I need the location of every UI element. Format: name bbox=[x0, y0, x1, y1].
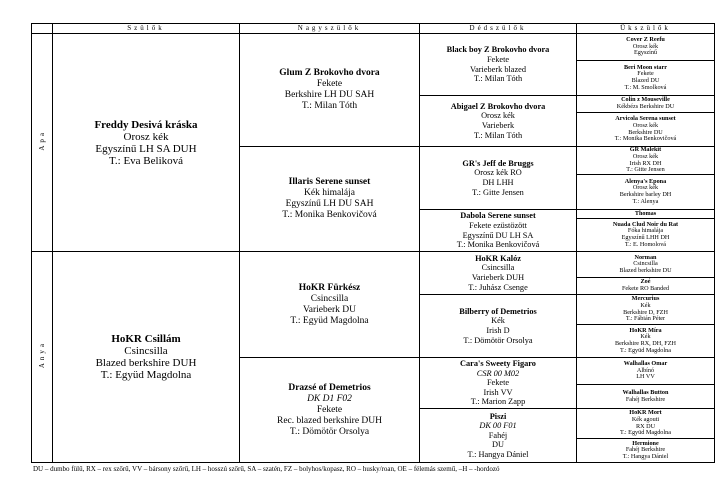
dog-detail-line: T.: Együd Magdolna bbox=[290, 315, 369, 326]
dog-name: GR Malekit bbox=[629, 146, 662, 154]
gg-cell-9 bbox=[577, 252, 715, 278]
dog-name: HoKR Mort bbox=[629, 409, 662, 417]
dog-detail-line: T.: Együd Magdolna bbox=[100, 369, 192, 381]
dog-detail-line: Blazed DU bbox=[631, 77, 660, 84]
dog-detail-line: Fahéj bbox=[488, 430, 508, 440]
dog-detail-line: Varieberk DUH bbox=[471, 273, 525, 282]
dog-detail-line: T.: Milan Tóth bbox=[301, 101, 358, 111]
dog-name: GR's Jeff de Bruggs bbox=[462, 158, 534, 168]
dog-detail-line: T.: Marion Zapp bbox=[470, 397, 526, 407]
dog-detail-line: T.: Milan Tóth bbox=[473, 74, 523, 84]
sire-dam-sire-cell bbox=[420, 147, 577, 210]
dog-detail-line: Orosz kék bbox=[632, 152, 659, 160]
dog-detail-line: Fekete bbox=[486, 54, 510, 64]
dog-name: Beri Moon starr bbox=[624, 63, 667, 71]
dam-dam-sire-cell bbox=[420, 358, 577, 409]
dog-name: Black boy Z Brokovho dvora bbox=[446, 45, 550, 55]
gg-cell-12 bbox=[577, 325, 715, 358]
side-father bbox=[32, 34, 53, 252]
gg-cell-5 bbox=[577, 147, 715, 175]
dog-detail-line: Orosz kék bbox=[632, 42, 659, 50]
dog-name: Drazsé of Demetrios bbox=[288, 382, 371, 393]
dog-detail-line: Egyszínű DU LH SA bbox=[462, 230, 534, 240]
gg-cell-1 bbox=[577, 34, 715, 61]
dog-detail-line: Egyszínű LHH DH bbox=[621, 234, 670, 241]
dog-detail-line: Irish D bbox=[486, 326, 510, 335]
dog-name: Norman bbox=[634, 253, 657, 261]
dog-name: Walhallas Omar bbox=[623, 360, 668, 368]
dog-detail-line: Fekete RO Banded bbox=[621, 285, 670, 292]
dog-detail-line: Fahéj Berkshire bbox=[625, 446, 666, 454]
dog-detail-line: Kék bbox=[640, 301, 651, 309]
dog-detail-line: Varieberk bbox=[481, 121, 515, 130]
side-mother bbox=[32, 252, 53, 463]
dog-detail-line: T.: Gitte Jensen bbox=[472, 187, 524, 197]
dam-sire-sire-cell bbox=[420, 252, 577, 295]
dog-detail-line: Orosz kék bbox=[632, 121, 659, 129]
dog-detail-line: Kék himalája bbox=[304, 188, 355, 198]
header-great-great-grandparents: Ükszülők bbox=[577, 24, 715, 34]
dog-detail-line: Csincsilla bbox=[124, 345, 168, 357]
header-row bbox=[32, 24, 715, 34]
dam-sire-cell bbox=[240, 252, 420, 358]
dog-detail-line: Berkshire RX, DH, FZH bbox=[614, 340, 676, 347]
gg-cell-2 bbox=[577, 61, 715, 96]
header-parents: Szülők bbox=[53, 24, 240, 34]
dog-name: Cara's Sweety Figaro bbox=[460, 359, 536, 369]
dam-dam-cell bbox=[240, 358, 420, 463]
dog-detail-line: T.: Monika Benkovičová bbox=[614, 135, 677, 143]
dog-detail-line: T.: Alenya bbox=[632, 197, 659, 205]
dog-name: HoKR Kalóz bbox=[475, 253, 521, 263]
dog-detail-line: Blazed berkshire DUH bbox=[95, 357, 197, 369]
header-grandparents: Nagyszülők bbox=[240, 24, 420, 34]
dog-name: Freddy Desivá kráska bbox=[94, 118, 198, 131]
dog-name: HoKR Csillám bbox=[111, 333, 181, 345]
pedigree-table bbox=[31, 23, 715, 463]
dog-name: Colin z Mouseville bbox=[621, 96, 670, 104]
dog-detail-line: Orosz kék bbox=[632, 184, 659, 192]
dog-detail-line: Fekete bbox=[316, 79, 343, 89]
side-mother-label: Anya bbox=[38, 340, 46, 369]
dog-detail-line: T.: Juhász Csenge bbox=[468, 282, 528, 292]
dog-detail-line: Fekete ezüstözött bbox=[469, 220, 527, 230]
dog-detail-line: T.: Milan Tóth bbox=[473, 130, 523, 140]
gg-cell-14 bbox=[577, 385, 715, 409]
gg-cell-7 bbox=[577, 210, 715, 219]
dog-detail-line: Varieberk blazed bbox=[470, 64, 526, 74]
dog-detail-line: RX DU bbox=[635, 422, 656, 430]
dog-detail-line: T.: Dömötör Orsolya bbox=[289, 426, 370, 437]
dog-detail-line: Kék bbox=[491, 316, 505, 326]
dog-name: Alenya's Epona bbox=[624, 177, 667, 185]
gg-cell-3 bbox=[577, 96, 715, 113]
dog-name: Thomas bbox=[634, 209, 657, 217]
dog-registry-code: DK D1 F02 bbox=[307, 393, 352, 404]
dog-detail-line: T.: Dömötör Orsolya bbox=[463, 335, 533, 345]
dog-detail-line: T.: Monika Benkovičová bbox=[282, 210, 377, 220]
sire-cell bbox=[53, 34, 240, 252]
dog-name: Hermione bbox=[632, 439, 659, 447]
dog-name: Mercurius bbox=[631, 295, 660, 303]
dog-name: HoKR Fürkész bbox=[298, 282, 361, 293]
dog-detail-line: Egyszínű bbox=[633, 49, 658, 57]
dog-name: Abigael Z Brokovho dvora bbox=[450, 101, 546, 111]
sire-sire-sire-cell bbox=[420, 34, 577, 96]
gg-cell-6 bbox=[577, 175, 715, 210]
dog-detail-line: T.: Eva Beliková bbox=[108, 154, 184, 167]
dog-registry-code: DK 00 F01 bbox=[479, 421, 517, 431]
dog-detail-line: Csincsilla bbox=[481, 263, 515, 273]
dog-detail-line: Kék bbox=[640, 333, 651, 341]
dog-detail-line: Egyszínű LH SA DUH bbox=[95, 142, 197, 155]
dog-detail-line: Fekete bbox=[486, 378, 510, 388]
dog-detail-line: DH LHH bbox=[482, 178, 514, 187]
dog-detail-line: Orosz kék RO bbox=[474, 168, 522, 178]
dog-name: Nuada Clud Noir du Rat bbox=[612, 220, 679, 228]
dog-detail-line: T.: Monika Benkovičová bbox=[456, 240, 540, 250]
dog-detail-line: DU bbox=[492, 440, 504, 450]
dog-detail-line: T.: M. Smolková bbox=[624, 83, 667, 91]
gg-cell-4 bbox=[577, 113, 715, 147]
dog-detail-line: Blazed berkshire DU bbox=[619, 266, 672, 274]
dog-name: HoKR Míra bbox=[629, 326, 662, 334]
dog-name: Bilberry of Demetrios bbox=[459, 306, 537, 316]
gg-cell-16 bbox=[577, 439, 715, 463]
dog-detail-line: T.: E. Homolová bbox=[624, 240, 667, 248]
gg-cell-10 bbox=[577, 278, 715, 295]
dam-sire-dam-cell bbox=[420, 295, 577, 358]
dog-detail-line: Fekete bbox=[637, 70, 654, 78]
dog-detail-line: Berkshire LH DU SAH bbox=[284, 90, 375, 100]
gg-cell-8 bbox=[577, 219, 715, 252]
dog-detail-line: Varieberk DU bbox=[302, 304, 357, 315]
gg-cell-15 bbox=[577, 409, 715, 439]
dog-detail-line: Fekete bbox=[316, 404, 343, 415]
dog-detail-line: T.: Hangya Dániel bbox=[467, 449, 529, 459]
header-blank bbox=[32, 24, 53, 34]
dog-detail-line: T.: Gitte Jensen bbox=[626, 166, 665, 174]
dog-detail-line: Egyszínű LH DU SAH bbox=[285, 199, 374, 209]
dog-detail-line: T.: Együd Magdolna bbox=[620, 429, 671, 437]
dog-detail-line: Orosz kék bbox=[481, 111, 515, 121]
dog-name: Illaris Serene sunset bbox=[288, 177, 371, 187]
dog-detail-line: Orosz kék bbox=[123, 130, 169, 143]
dog-detail-line: Rec. blazed berkshire DUH bbox=[277, 415, 382, 426]
dog-name: Arvicola Serena sunset bbox=[615, 115, 676, 123]
dog-detail-line: T.: Együd Magdolna bbox=[620, 346, 671, 354]
dog-name: Cover Z Reefu bbox=[626, 36, 665, 44]
dog-registry-code: CSR 00 M02 bbox=[476, 368, 520, 378]
abbreviation-legend: DU – dumbo fülű, RX – rex szőrű, VV – bársony szőrű, LH – hosszú szőrű, SA – szatén, FZ – bolyhos/kopasz, RO – husky/roan, OE – félemás szemű, –H – -hordozó bbox=[33, 465, 500, 473]
sire-sire-dam-cell bbox=[420, 96, 577, 147]
dog-detail-line: Fahéj Berkshire bbox=[625, 395, 666, 403]
dam-dam-dam-cell bbox=[420, 409, 577, 463]
dog-name: Dabola Serene sunset bbox=[460, 211, 536, 221]
dog-name: Piszi bbox=[489, 411, 507, 421]
dog-detail-line: Berkshire barley DH bbox=[619, 191, 672, 198]
dog-detail-line: Irish VV bbox=[483, 387, 513, 397]
dog-detail-line: Albínó bbox=[636, 366, 655, 374]
dog-detail-line: Fóka himalája bbox=[627, 227, 664, 235]
gg-cell-13 bbox=[577, 358, 715, 385]
dog-detail-line: Irish RX DH bbox=[629, 159, 662, 167]
dog-detail-line: Csincsilla bbox=[633, 260, 658, 268]
dog-detail-line: Kékbézs Berkshire DU bbox=[616, 103, 675, 110]
dog-name: Walhallas Button bbox=[622, 388, 669, 396]
dog-name: Glum Z Brokovho dvora bbox=[279, 68, 380, 78]
dog-detail-line: LH VV bbox=[636, 373, 655, 381]
sire-dam-cell bbox=[240, 147, 420, 252]
gg-cell-11 bbox=[577, 295, 715, 325]
side-father-label: Apa bbox=[38, 129, 46, 151]
dam-cell bbox=[53, 252, 240, 463]
sire-sire-cell bbox=[240, 34, 420, 147]
header-great-grandparents: Dédszülők bbox=[420, 24, 577, 34]
dog-detail-line: Berkshire D, FZH bbox=[623, 308, 668, 316]
dog-name: Zoé bbox=[640, 278, 651, 286]
dog-detail-line: Csincsilla bbox=[310, 293, 349, 304]
dog-detail-line: Berkshire DU bbox=[628, 128, 663, 136]
dog-detail-line: T.: Hangya Dániel bbox=[622, 452, 669, 460]
dog-detail-line: Kék agouti bbox=[631, 415, 660, 423]
dog-detail-line: T.: Fábián Péter bbox=[625, 315, 666, 323]
sire-dam-dam-cell bbox=[420, 210, 577, 252]
